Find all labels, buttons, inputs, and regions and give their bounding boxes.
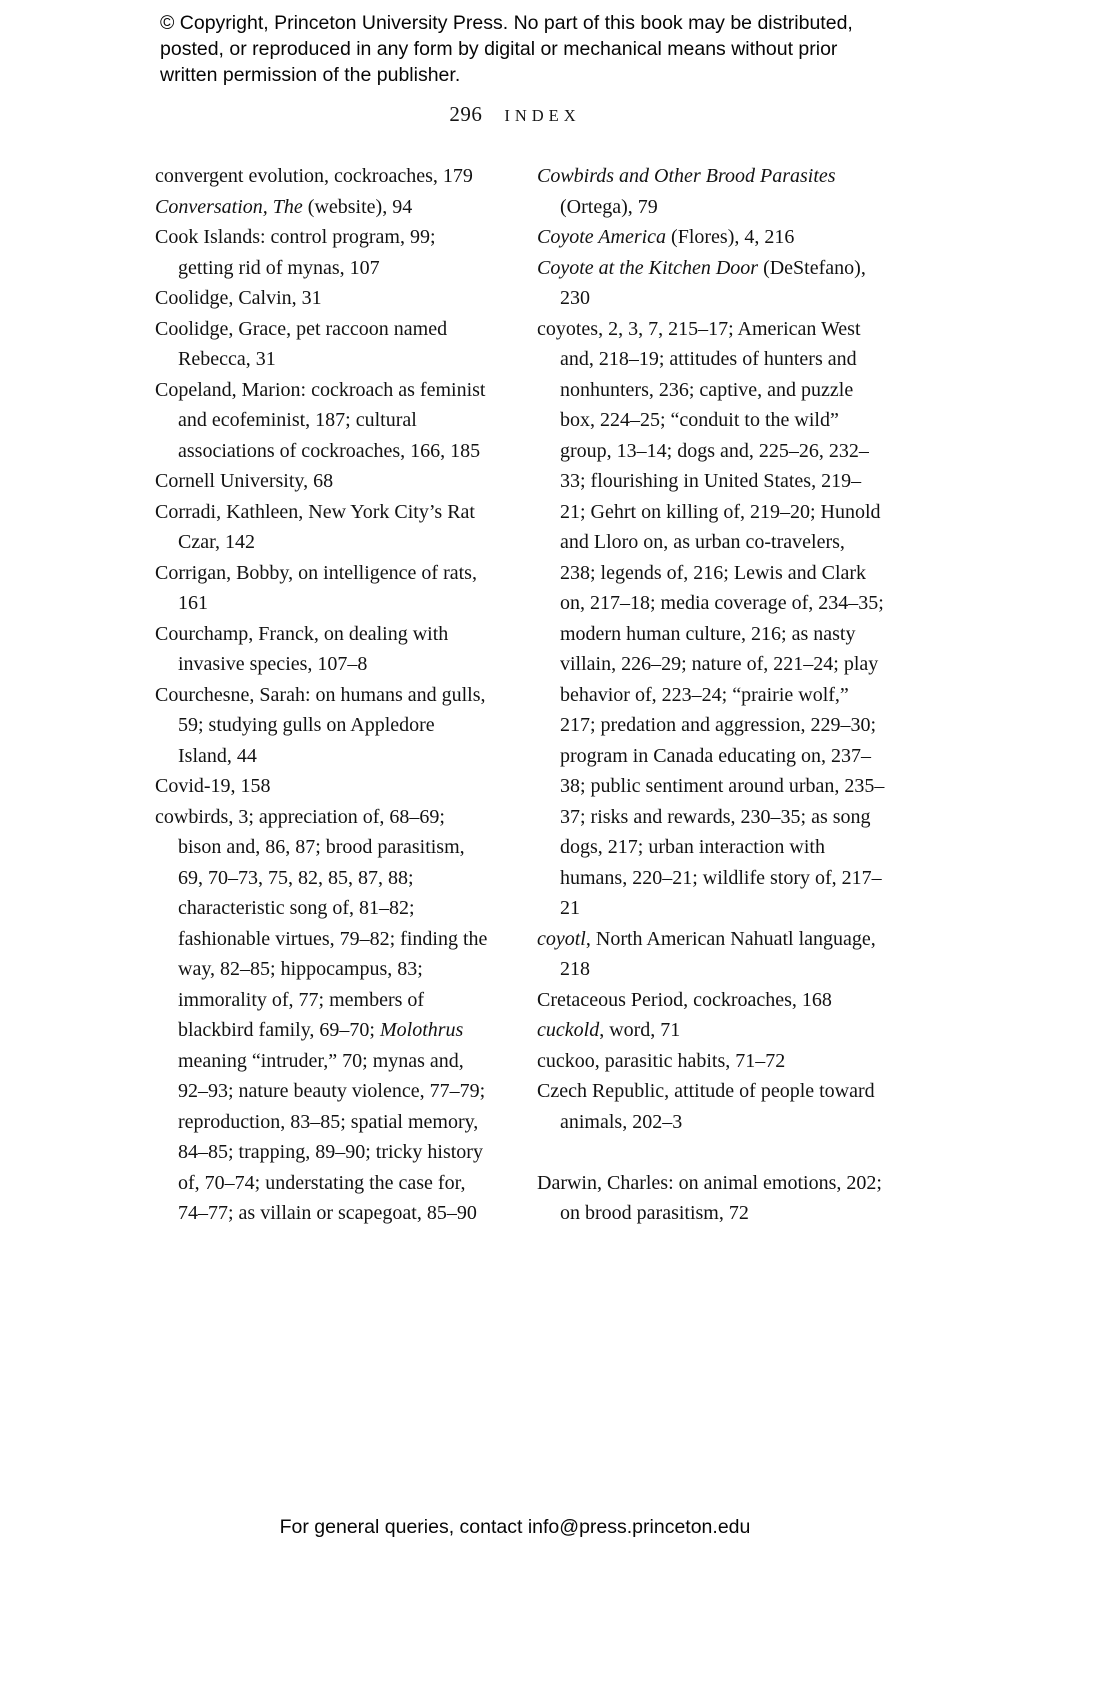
index-entry: Coyote America (Flores), 4, 216	[537, 226, 795, 248]
page-number: 296	[449, 102, 483, 126]
index-entry: Cowbirds and Other Brood Parasites (Ortega), 79	[537, 165, 836, 218]
index-entry: Cornell University, 68	[155, 470, 334, 492]
footer-queries-note: For general queries, contact info@press.princeton.edu	[279, 1516, 751, 1538]
index-entry: Courchesne, Sarah: on humans and gulls, 59; studying gulls on Appledore Island, 44	[155, 683, 486, 767]
index-entry: Cook Islands: control program, 99; getting rid of mynas, 107	[155, 226, 436, 279]
index-entry: Coyote at the Kitchen Door (DeStefano), 230	[537, 256, 866, 309]
index-column-left	[155, 161, 493, 1229]
index-title: INDEX	[504, 106, 581, 125]
index-entry: coyotes, 2, 3, 7, 215–17; American West and, 218–19; attitudes of hunters and nonhunters, 236; captive, and puzzle box, 224–25; “conduit to the wild” group, 13–14; dogs and, 225–26, 232–33; flourishing in United States, 219–21; Gehrt on killing of, 219–20; Hunold and Lloro on, as urban co-travelers, 238; legends of, 216; Lewis and Clark on, 217–18; media coverage of, 234–35; modern human culture, 216; as nasty villain, 226–29; nature of, 221–24; play behavior of, 223–24; “prairie wolf,” 217; predation and aggression, 229–30; program in Canada educating on, 237–38; public sentiment around urban, 235–37; risks and rewards, 230–35; as song dogs, 217; urban interaction with humans, 220–21; wildlife story of, 217–21	[537, 317, 885, 919]
index-entry: Coolidge, Grace, pet raccoon named Rebecca, 31	[155, 317, 448, 370]
index-columns	[155, 161, 885, 1229]
index-entry: Copeland, Marion: cockroach as feminist and ecofeminist, 187; cultural associations of cockroaches, 166, 185	[155, 378, 486, 462]
index-entry: Darwin, Charles: on animal emotions, 202; on brood parasitism, 72	[537, 1171, 882, 1224]
entry-spacer	[537, 1137, 885, 1168]
index-entry: Conversation, The (website), 94	[155, 195, 413, 218]
index-entry: coyotl, North American Nahuatl language, 218	[537, 927, 876, 980]
copyright-notice: © Copyright, Princeton University Press. No part of this book may be distributed, posted, or reproduced in any form by digital or mechanical means without prior written permission of the publisher.	[160, 12, 853, 86]
page-header	[0, 102, 1030, 127]
index-entry: cuckoo, parasitic habits, 71–72	[537, 1049, 786, 1072]
index-column-right	[537, 161, 885, 1229]
index-entry: Coolidge, Calvin, 31	[155, 287, 322, 309]
index-entry: convergent evolution, cockroaches, 179	[155, 165, 473, 187]
index-entry: Corrigan, Bobby, on intelligence of rats, 161	[155, 561, 477, 614]
index-entry: Cretaceous Period, cockroaches, 168	[537, 988, 832, 1011]
index-entry: Corradi, Kathleen, New York City’s Rat Czar, 142	[155, 500, 475, 553]
index-entry: cowbirds, 3; appreciation of, 68–69; bison and, 86, 87; brood parasitism, 69, 70–73, 75, 82, 85, 87, 88; characteristic song of, 81–82; fashionable virtues, 79–82; finding the way, 82–85; hippocampus, 83; immorality of, 77; members of blackbird family, 69–70; Molothrus meaning “intruder,” 70; mynas and, 92–93; nature beauty violence, 77–79; reproduction, 83–85; spatial memory, 84–85; trapping, 89–90; tricky history of, 70–74; understating the case for, 74–77; as villain or scapegoat, 85–90	[155, 805, 488, 1224]
index-entry: Covid-19, 158	[155, 775, 271, 797]
index-entry: Courchamp, Franck, on dealing with invasive species, 107–8	[155, 622, 449, 675]
index-entry: Czech Republic, attitude of people toward animals, 202–3	[537, 1080, 875, 1133]
index-entry: cuckold, word, 71	[537, 1019, 681, 1041]
